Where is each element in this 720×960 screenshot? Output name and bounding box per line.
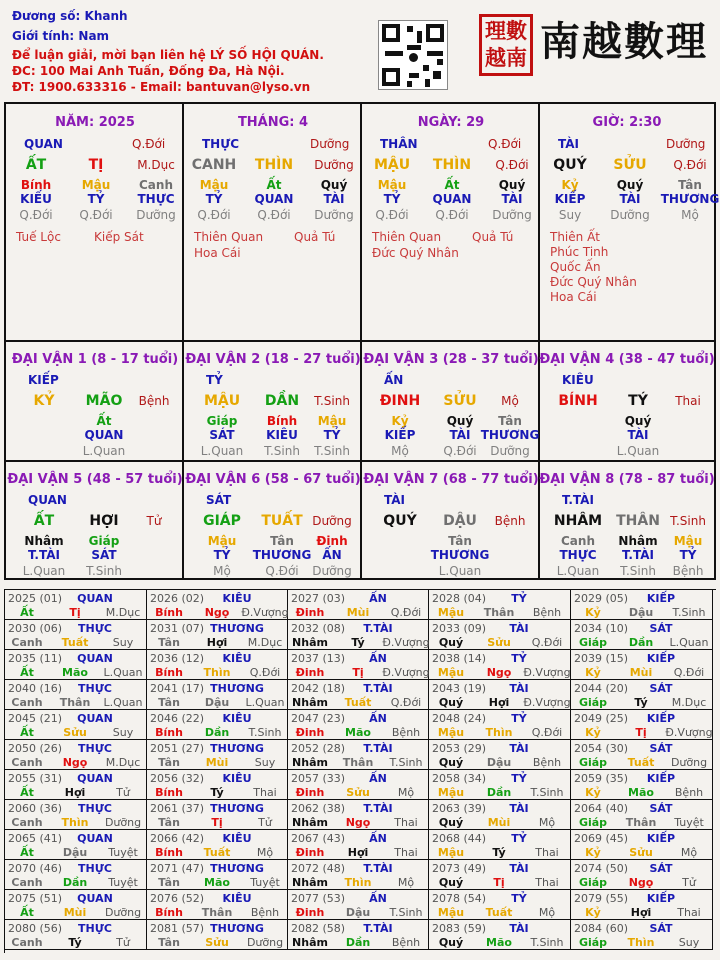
year-cell: 2039 (15) KIẾP Kỷ Mùi Q.Đới [571, 650, 713, 680]
year-label: 2035 (11) [8, 652, 63, 665]
year-cell: 2054 (30) SÁT Giáp Tuất Dưỡng [571, 740, 713, 770]
year-cell: 2045 (21) QUAN Ất Sửu Suy [5, 710, 147, 740]
luck-cell: ĐẠI VẬN 5 (48 - 57 tuổi) QUAN ẤT HỢI Tử Nhâm T.TÀI L.Quan Giáp SÁT T.Sinh [6, 462, 184, 578]
pillar-grid [4, 102, 720, 580]
header-line: ĐT: 1900.633316 - Email: bantuvan@lyso.vn [12, 80, 311, 94]
year-cell: 2035 (11) QUAN Ất Mão L.Quan [5, 650, 147, 680]
year-label: 2072 (48) [291, 862, 346, 875]
pillar-ten-god: TÀI [558, 137, 580, 151]
year-cell: 2074 (50) SÁT Giáp Ngọ Tử [571, 860, 713, 890]
pillar-stage: Dưỡng [666, 137, 706, 151]
year-cell: 2058 (34) TỶ Mậu Dần T.Sinh [429, 770, 571, 800]
pillar-cell: GIỜ: 2:30 TÀI Dưỡng QUÝ SỬU Q.Đới Kỷ KIẾP Suy Quý TÀI Dưỡng Tân THƯƠNG Mộ Thiên Ất Phúc Tinh Quốc Ấn Đức Quý Nhân Hoa Cái [540, 104, 714, 342]
year-label: 2062 (38) [291, 802, 346, 815]
luck-ten-god: TỶ [206, 373, 223, 387]
pillar-ten-god: THỰC [202, 137, 240, 151]
year-cell: 2026 (02) KIÊU Bính Ngọ Đ.Vượng [147, 590, 288, 620]
pillar-stage: Dưỡng [310, 137, 350, 151]
shensha-star: Quốc Ấn [550, 260, 601, 274]
year-cell: 2028 (04) TỶ Mậu Thân Bệnh [429, 590, 571, 620]
year-label: 2083 (59) [432, 922, 487, 935]
year-label: 2076 (52) [150, 892, 205, 905]
year-label: 2078 (54) [432, 892, 487, 905]
year-label: 2033 (09) [432, 622, 487, 635]
year-label: 2049 (25) [574, 712, 629, 725]
year-label: 2046 (22) [150, 712, 205, 725]
year-cell: 2046 (22) KIÊU Bính Dần T.Sinh [147, 710, 288, 740]
year-cell: 2080 (56) THỰC Canh Tý Tử [5, 920, 147, 950]
year-label: 2059 (35) [574, 772, 629, 785]
year-label: 2026 (02) [150, 592, 205, 605]
year-label: 2064 (40) [574, 802, 629, 815]
header-line: Giới tính: Nam [12, 29, 110, 43]
logo: 南越數理 [540, 18, 708, 65]
year-label: 2082 (58) [291, 922, 346, 935]
pillar-stage: Q.Đới [488, 137, 522, 151]
year-cell: 2071 (47) THƯƠNG Tân Mão Tuyệt [147, 860, 288, 890]
year-cell: 2083 (59) TÀI Quý Mão T.Sinh [429, 920, 571, 950]
year-label: 2030 (06) [8, 622, 63, 635]
year-cell: 2027 (03) ẤN Đinh Mùi Q.Đới [288, 590, 429, 620]
year-cell: 2034 (10) SÁT Giáp Dần L.Quan [571, 620, 713, 650]
luck-ten-god: TÀI [384, 493, 406, 507]
year-cell: 2043 (19) TÀI Quý Hợi Đ.Vượng [429, 680, 571, 710]
year-cell: 2070 (46) THỰC Canh Dần Tuyệt [5, 860, 147, 890]
luck-cell: ĐẠI VẬN 1 (8 - 17 tuổi) KIẾP KỶ MÃO Bệnh Ất QUAN L.Quan [6, 342, 184, 462]
year-label: 2043 (19) [432, 682, 487, 695]
year-cell: 2057 (33) ẤN Đinh Sửu Mộ [288, 770, 429, 800]
luck-cell: ĐẠI VẬN 8 (78 - 87 tuổi) T.TÀI NHÂM THÂN T.Sinh Canh THỰC L.Quan Nhâm T.TÀI T.Sinh Mậu TỶ Bệnh [539, 472, 715, 578]
pillar-cell: THÁNG: 4 THỰC Dưỡng CANH THÌN Dưỡng Mậu TỶ Q.Đới Ất QUAN Q.Đới Quý TÀI Dưỡng Thiên Quan Quả Tú Hoa Cái [184, 104, 362, 342]
shensha-star: Hoa Cái [194, 246, 241, 260]
year-table [4, 589, 716, 953]
year-label: 2075 (51) [8, 892, 63, 905]
year-cell: 2072 (48) T.TÀI Nhâm Thìn Mộ [288, 860, 429, 890]
luck-cell: ĐẠI VẬN 7 (68 - 77 tuổi) TÀI QUÝ DẬU Bệnh Tân THƯƠNG L.Quan [362, 462, 540, 578]
year-label: 2039 (15) [574, 652, 629, 665]
pillar-stage: Q.Đới [132, 137, 166, 151]
year-cell: 2063 (39) TÀI Quý Mùi Mộ [429, 800, 571, 830]
header-line: Đương số: Khanh [12, 9, 128, 23]
year-cell: 2078 (54) TỶ Mậu Tuất Mộ [429, 890, 571, 920]
year-label: 2065 (41) [8, 832, 63, 845]
year-label: 2053 (29) [432, 742, 487, 755]
year-label: 2042 (18) [291, 682, 346, 695]
year-cell: 2040 (16) THỰC Canh Thân L.Quan [5, 680, 147, 710]
year-cell: 2055 (31) QUAN Ất Hợi Tử [5, 770, 147, 800]
year-label: 2027 (03) [291, 592, 346, 605]
year-cell: 2025 (01) QUAN Ất Tị M.Dục [5, 590, 147, 620]
year-cell: 2068 (44) TỶ Mậu Tý Thai [429, 830, 571, 860]
year-label: 2052 (28) [291, 742, 346, 755]
year-cell: 2067 (43) ẤN Đinh Hợi Thai [288, 830, 429, 860]
year-label: 2058 (34) [432, 772, 487, 785]
year-cell: 2084 (60) SÁT Giáp Thìn Suy [571, 920, 713, 950]
year-label: 2051 (27) [150, 742, 205, 755]
year-cell: 2032 (08) T.TÀI Nhâm Tý Đ.Vượng [288, 620, 429, 650]
year-cell: 2081 (57) THƯƠNG Tân Sửu Dưỡng [147, 920, 288, 950]
year-cell: 2052 (28) T.TÀI Nhâm Thân T.Sinh [288, 740, 429, 770]
year-cell: 2075 (51) QUAN Ất Mùi Dưỡng [5, 890, 147, 920]
year-cell: 2044 (20) SÁT Giáp Tý M.Dục [571, 680, 713, 710]
pillar-cell: NĂM: 2025 QUAN Q.Đới ẤT TỊ M.Dục Bính KIẾU Q.Đới Mậu TỶ Q.Đới Canh THỰC Dưỡng Tuế Lộc Kiếp Sát [6, 104, 184, 342]
year-cell: 2064 (40) SÁT Giáp Thân Tuyệt [571, 800, 713, 830]
year-label: 2070 (46) [8, 862, 63, 875]
year-cell: 2065 (41) QUAN Ất Dậu Tuyệt [5, 830, 147, 860]
luck-ten-god: QUAN [28, 493, 67, 507]
year-cell: 2082 (58) T.TÀI Nhâm Dần Bệnh [288, 920, 429, 950]
year-cell: 2037 (13) ẤN Đinh Tị Đ.Vượng [288, 650, 429, 680]
year-label: 2055 (31) [8, 772, 63, 785]
year-label: 2060 (36) [8, 802, 63, 815]
year-label: 2032 (08) [291, 622, 346, 635]
year-label: 2080 (56) [8, 922, 63, 935]
year-cell: 2060 (36) THỰC Canh Thìn Dưỡng [5, 800, 147, 830]
header-line: Để luận giải, mời bạn liên hệ LÝ SỐ HỘI QUÁN. [12, 48, 324, 62]
year-cell: 2047 (23) ẤN Đinh Mão Bệnh [288, 710, 429, 740]
shensha-star: Đức Quý Nhân [550, 275, 637, 289]
year-label: 2071 (47) [150, 862, 205, 875]
luck-cell: ĐẠI VẬN 4 (38 - 47 tuổi) KIÊU BÍNH TÝ Thai Quý TÀI L.Quan [540, 342, 714, 462]
year-label: 2063 (39) [432, 802, 487, 815]
year-cell: 2069 (45) KIẾP Kỷ Sửu Mộ [571, 830, 713, 860]
luck-cell: ĐẠI VẬN 2 (18 - 27 tuổi) TỶ MẬU DẦN T.Sinh Giáp SÁT L.Quan Bính KIÊU T.Sinh Mậu TỶ T.Sinh [184, 342, 362, 462]
year-label: 2025 (01) [8, 592, 63, 605]
pillar-cell: NGÀY: 29 THÂN Q.Đới MẬU THÌN Q.Đới Mậu TỶ Q.Đới Ất QUAN Q.Đới Quý TÀI Dưỡng Thiên Quan Quả Tú Đức Quý Nhân [362, 104, 540, 342]
year-cell: 2049 (25) KIẾP Kỷ Tị Đ.Vượng [571, 710, 713, 740]
year-label: 2069 (45) [574, 832, 629, 845]
pillar-ten-god: QUAN [24, 137, 63, 151]
year-cell: 2053 (29) TÀI Quý Dậu Bệnh [429, 740, 571, 770]
year-label: 2084 (60) [574, 922, 629, 935]
year-label: 2050 (26) [8, 742, 63, 755]
year-label: 2068 (44) [432, 832, 487, 845]
shensha-star: Đức Quý Nhân [372, 246, 459, 260]
luck-ten-god: T.TÀI [562, 493, 594, 507]
shensha-star: Hoa Cái [550, 290, 597, 304]
year-cell: 2036 (12) KIÊU Bính Thìn Q.Đới [147, 650, 288, 680]
year-cell: 2066 (42) KIÊU Bính Tuất Mộ [147, 830, 288, 860]
year-label: 2036 (12) [150, 652, 205, 665]
year-label: 2040 (16) [8, 682, 63, 695]
shensha-star: Tuế Lộc [16, 230, 61, 244]
year-label: 2044 (20) [574, 682, 629, 695]
pillar-ten-god: THÂN [380, 137, 418, 151]
seal-stamp: 理數 越南 [479, 14, 533, 76]
year-cell: 2029 (05) KIẾP Kỷ Dậu T.Sinh [571, 590, 713, 620]
year-label: 2079 (55) [574, 892, 629, 905]
shensha-star: Quả Tú [472, 230, 514, 244]
year-label: 2057 (33) [291, 772, 346, 785]
year-label: 2081 (57) [150, 922, 205, 935]
luck-ten-god: ẤN [384, 373, 404, 387]
year-label: 2077 (53) [291, 892, 346, 905]
year-label: 2031 (07) [150, 622, 205, 635]
year-cell: 2048 (24) TỶ Mậu Thìn Q.Đới [429, 710, 571, 740]
year-label: 2029 (05) [574, 592, 629, 605]
shensha-star: Thiên Ất [550, 230, 600, 244]
year-cell: 2056 (32) KIÊU Bính Tý Thai [147, 770, 288, 800]
year-label: 2028 (04) [432, 592, 487, 605]
year-label: 2034 (10) [574, 622, 629, 635]
year-cell: 2079 (55) KIẾP Kỷ Hợi Thai [571, 890, 713, 920]
year-cell: 2050 (26) THỰC Canh Ngọ M.Dục [5, 740, 147, 770]
year-label: 2066 (42) [150, 832, 205, 845]
luck-cell: ĐẠI VẬN 3 (28 - 37 tuổi) ẤN ĐINH SỬU Mộ Kỷ KIẾP Mộ Quý TÀI Q.Đới Tân THƯƠNG Dưỡng [362, 342, 540, 462]
shensha-star: Quả Tú [294, 230, 336, 244]
year-cell: 2041 (17) THƯƠNG Tân Dậu L.Quan [147, 680, 288, 710]
header [0, 0, 720, 100]
year-cell: 2031 (07) THƯƠNG Tân Hợi M.Dục [147, 620, 288, 650]
year-cell: 2038 (14) TỶ Mậu Ngọ Đ.Vượng [429, 650, 571, 680]
year-cell: 2042 (18) T.TÀI Nhâm Tuất Q.Đới [288, 680, 429, 710]
shensha-star: Thiên Quan [372, 230, 442, 244]
year-cell: 2059 (35) KIẾP Kỷ Mão Bệnh [571, 770, 713, 800]
year-label: 2067 (43) [291, 832, 346, 845]
year-label: 2074 (50) [574, 862, 629, 875]
shensha-star: Phúc Tinh [550, 245, 609, 259]
luck-ten-god: KIÊU [562, 373, 594, 387]
qr-code-icon [378, 20, 448, 90]
year-label: 2061 (37) [150, 802, 205, 815]
year-cell: 2077 (53) ẤN Đinh Dậu T.Sinh [288, 890, 429, 920]
year-cell: 2033 (09) TÀI Quý Sửu Q.Đới [429, 620, 571, 650]
year-cell: 2061 (37) THƯƠNG Tân Tị Tử [147, 800, 288, 830]
year-label: 2048 (24) [432, 712, 487, 725]
year-label: 2073 (49) [432, 862, 487, 875]
luck-ten-god: KIẾP [28, 373, 59, 387]
luck-cell: ĐẠI VẬN 6 (58 - 67 tuổi) SÁT GIÁP TUẤT Dưỡng Mậu TỶ Mộ Tân THƯƠNG Q.Đới Đinh ẤN Dưỡng [184, 462, 362, 578]
shensha-star: Thiên Quan [194, 230, 264, 244]
year-cell: 2030 (06) THỰC Canh Tuất Suy [5, 620, 147, 650]
year-label: 2056 (32) [150, 772, 205, 785]
year-cell: 2051 (27) THƯƠNG Tân Mùi Suy [147, 740, 288, 770]
year-label: 2045 (21) [8, 712, 63, 725]
year-label: 2054 (30) [574, 742, 629, 755]
header-line: ĐC: 100 Mai Anh Tuấn, Đống Đa, Hà Nội. [12, 64, 285, 78]
year-label: 2047 (23) [291, 712, 346, 725]
shensha-star: Kiếp Sát [94, 230, 144, 244]
year-cell: 2076 (52) KIÊU Bính Thân Bệnh [147, 890, 288, 920]
year-label: 2037 (13) [291, 652, 346, 665]
year-label: 2038 (14) [432, 652, 487, 665]
year-label: 2041 (17) [150, 682, 205, 695]
luck-ten-god: SÁT [206, 493, 232, 507]
year-cell: 2073 (49) TÀI Quý Tị Thai [429, 860, 571, 890]
year-cell: 2062 (38) T.TÀI Nhâm Ngọ Thai [288, 800, 429, 830]
